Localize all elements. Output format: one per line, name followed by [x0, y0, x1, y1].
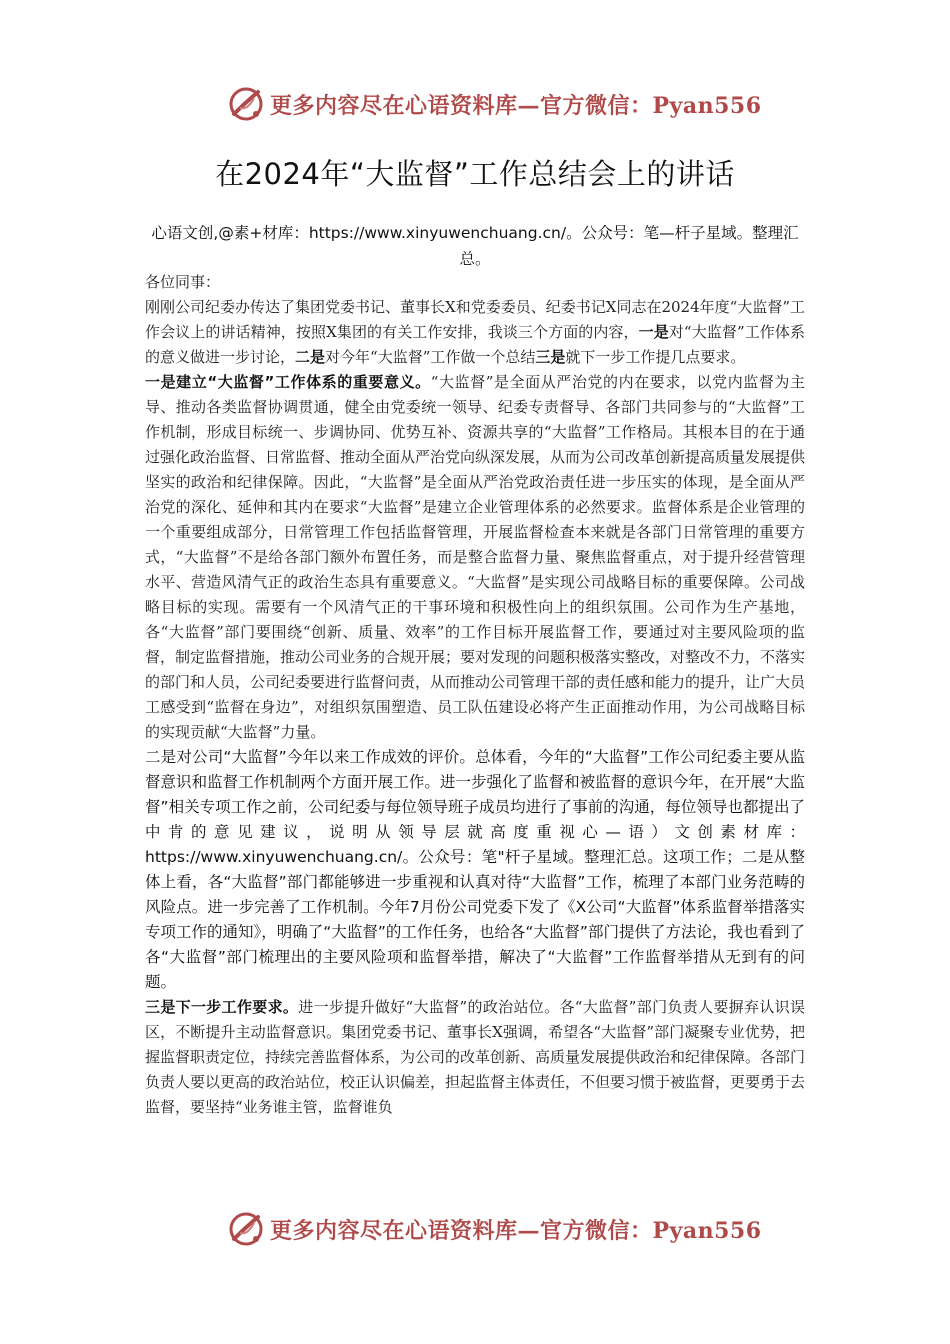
brush-logo-icon [226, 84, 266, 124]
banner-text: 更多内容尽在心语资料库—官方微信：Pyan556 [270, 92, 762, 119]
banner-text: 更多内容尽在心语资料库—官方微信：Pyan556 [270, 1217, 762, 1244]
source-line: 心语文创,@素+材库：https://www.xinyuwenchuang.cn/。公众号：笔—杆子星域。整理汇总。 [151, 224, 799, 268]
greeting: 各位同事： [145, 273, 221, 291]
section-1-body: “大监督”是全面从严治党的内在要求，以党内监督为主导、推动各类监督协调贯通，健全由党委统一领导、纪委专责督导、各部门共同参与的“大监督”工作机制，形成目标统一、步调协同、优势互补、资源共享的“大监督”工作格局。其根本目的在于通过强化政治监督、日常监督、推动全面从严治党向纵深发展，从而为公司改革创新提高质量发展提供坚实的政治和纪律保障。因此，“大监督”是全面从严治党政治责任进一步压实的体现，是全面从严治党的深化、延伸和其内在要求“大监督”是建立企业管理体系的必然要求。监督体系是企业管理的一个重要组成部分，日常管理工作包括监督管理，开展监督检查本来就是各部门日常管理的重要方式，“大监督”不是给各部门额外布置任务，而是整合监督力量、聚焦监督重点，对于提升经营管理水平、营造风清气正的政治生态具有重要意义。“大监督”是实现公司战略目标的重要保障。公司战略目标的实现。需要有一个风清气正的干事环境和积极性向上的组织氛围。公司作为生产基地，各“大监督”部门要围绕“创新、质量、效率”的工作目标开展监督工作，要通过对主要风险项的监督，制定监督措施，推动公司业务的合规开展；要对发现的问题积极落实整改，对整改不力，不落实的部门和人员，公司纪委要进行监督问责，从而推动公司管理干部的责任感和能力的提升，让广大员工感受到“监督在身边”，对组织氛围塑造、员工队伍建设必将产生正面推动作用，为公司战略目标的实现贡献“大监督”力量。 [145, 373, 806, 741]
footer-banner [226, 1208, 762, 1250]
section-1-heading: 一是建立“大监督”工作体系的重要意义。 [145, 373, 431, 391]
page-title: 在2024年“大监督”工作总结会上的讲话 [215, 157, 735, 191]
intro-label-1: 一是 [638, 323, 669, 341]
section-3-heading: 三是下一步工作要求。 [145, 998, 299, 1016]
intro-text-2: 对“大监督”工作体系的意义做进一步讨论， [145, 323, 805, 366]
intro-text-3: 对今年“大监督”工作做一个总结 [325, 348, 536, 366]
section-3-paragraph [145, 995, 805, 1120]
intro-paragraph [145, 295, 805, 370]
section-3-body: 进一步提升做好“大监督”的政治站位。各“大监督”部门负责人要摒弃认识误区，不断提升主动监督意识。集团党委书记、董事长X强调，希望各“大监督”部门凝聚专业优势，把握监督职责定位，持续完善监督体系，为公司的改革创新、高质量发展提供政治和纪律保障。各部门负责人要以更高的政治站位，校正认识偏差，担起监督主体责任，不但要习惯于被监督，更要勇于去监督，要坚持“业务谁主管，监督谁负 [145, 998, 806, 1116]
intro-text-4: 就下一步工作提几点要求。 [565, 348, 746, 366]
section-2-paragraph: 二是对公司“大监督”今年以来工作成效的评价。总体看，今年的“大监督”工作公司纪委主要从监督意识和监督工作机制两个方面开展工作。进一步强化了监督和被监督的意识今年，在开展“大监督”相关专项工作之前，公司纪委与每位领导班子成员均进行了事前的沟通，每位领导也都提出了中肯的意见建议，说明从领导层就高度重视心—语）文创素材库：https://www.xinyuwenchuang.cn/。公众号：笔"杆子星域。整理汇总。这项工作；二是从整体上看，各“大监督”部门都能够进一步重视和认真对待“大监督”工作，梳理了本部门业务范畴的风险点。进一步完善了工作机制。今年7月份公司党委下发了《X公司“大监督”体系监督举措落实专项工作的通知》，明确了“大监督”的工作任务，也给各“大监督”部门提供了方法论，我也看到了各“大监督”部门梳理出的主要风险项和监督举措，解决了“大监督”工作监督举措从无到有的问题。 [145, 748, 805, 991]
intro-label-3: 三是 [535, 348, 566, 366]
section-1-paragraph [145, 370, 805, 745]
intro-text-1: 刚刚公司纪委办传达了集团党委书记、董事长X和党委委员、纪委书记X同志在2024年度“大监督”工作会议上的讲话精神，按照X集团的有关工作安排，我谈三个方面的内容， [145, 298, 805, 341]
brush-logo-icon [226, 1209, 266, 1249]
header-banner [226, 83, 762, 125]
intro-label-2: 二是 [295, 348, 326, 366]
speech-body [145, 270, 805, 1120]
